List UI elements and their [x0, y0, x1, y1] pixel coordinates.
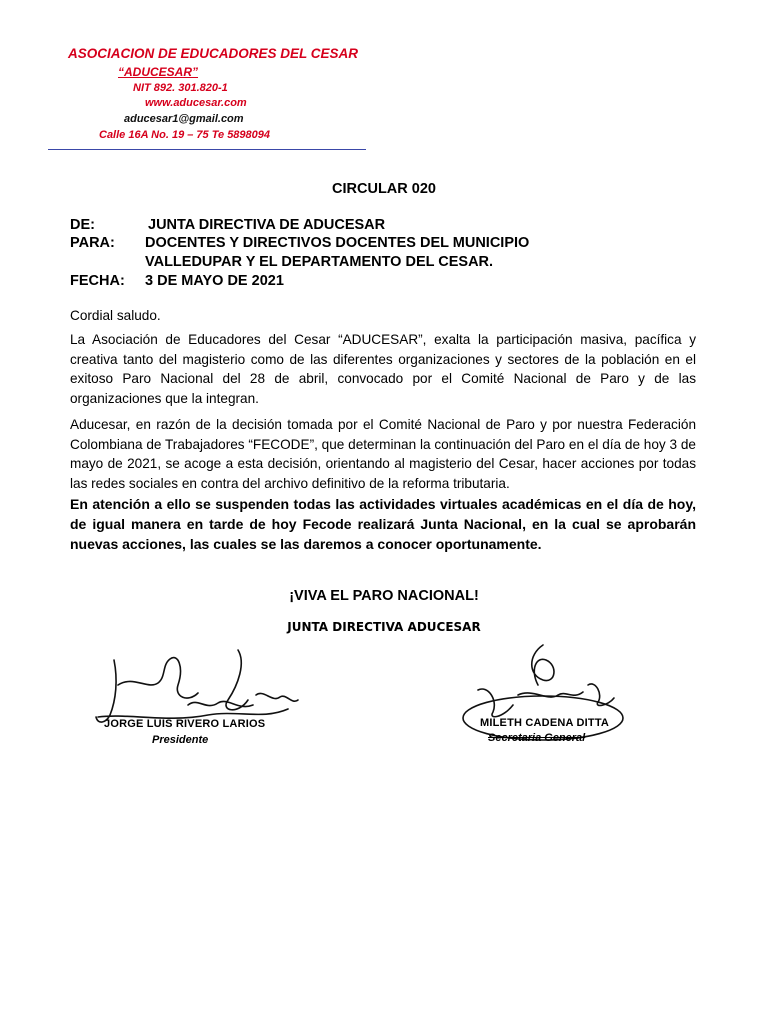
fecha-value: 3 DE MAYO DE 2021: [145, 273, 284, 289]
fecha-label: FECHA:: [70, 273, 125, 289]
para-value-line2: VALLEDUPAR Y EL DEPARTAMENTO DEL CESAR.: [145, 254, 494, 270]
para-value-line1: DOCENTES Y DIRECTIVOS DOCENTES DEL MUNICIPIO: [145, 235, 530, 251]
org-address: Calle 16A No. 19 – 75 Te 5898094: [99, 129, 271, 141]
signature-secretary-scribble: [458, 640, 628, 745]
greeting: Cordial saludo.: [70, 308, 161, 323]
de-value: JUNTA DIRECTIVA DE ADUCESAR: [148, 217, 386, 233]
org-nit: NIT 892. 301.820-1: [133, 82, 228, 94]
circular-title: CIRCULAR 020: [332, 181, 436, 197]
signature-secretary-name: MILETH CADENA DITTA: [480, 717, 610, 729]
signature-secretary-role: Secretaria General: [488, 732, 586, 744]
org-short-name: “ADUCESAR”: [118, 65, 199, 79]
org-website: www.aducesar.com: [145, 97, 247, 109]
de-label: DE:: [70, 217, 95, 233]
paragraph-1: La Asociación de Educadores del Cesar “ADUCESAR”, exalta la participación masiva, pacífica y creativa tanto del magisterio como de las diferentes organizaciones y sectores de la población en el exitoso Paro Nacional del 28 de abril, convocado por el Comité Nacional de Paro y de las organizaciones que la integran.: [70, 332, 696, 406]
org-email: aducesar1@gmail.com: [124, 113, 244, 125]
letterhead-divider: [48, 149, 366, 150]
signature-president-name: JORGE LUIS RIVERO LARIOS: [104, 718, 266, 730]
org-name: ASOCIACION DE EDUCADORES DEL CESAR: [68, 46, 359, 61]
signature-president-role: Presidente: [152, 734, 209, 746]
board-label: JUNTA DIRECTIVA ADUCESAR: [287, 620, 481, 634]
slogan: ¡VIVA EL PARO NACIONAL!: [289, 588, 479, 604]
paragraph-2: Aducesar, en razón de la decisión tomada por el Comité Nacional de Paro y por nuestra Federación Colombiana de Trabajadores “FECODE”, que determinan la continuación del Paro en el día de hoy 3 de mayo de 2021, se acoge a esta decisión, orientando al magisterio del Cesar, hacer acciones por todas las redes sociales en contra del archivo definitivo de la reforma tributaria.: [70, 417, 696, 491]
paragraph-3: En atención a ello se suspenden todas las actividades virtuales académicas en el día de hoy, de igual manera en tarde de hoy Fecode realizará Junta Nacional, en la cual se aprobarán nuevas acciones, las cuales se las daremos a conocer oportunamente.: [70, 496, 696, 552]
para-label: PARA:: [70, 235, 115, 251]
